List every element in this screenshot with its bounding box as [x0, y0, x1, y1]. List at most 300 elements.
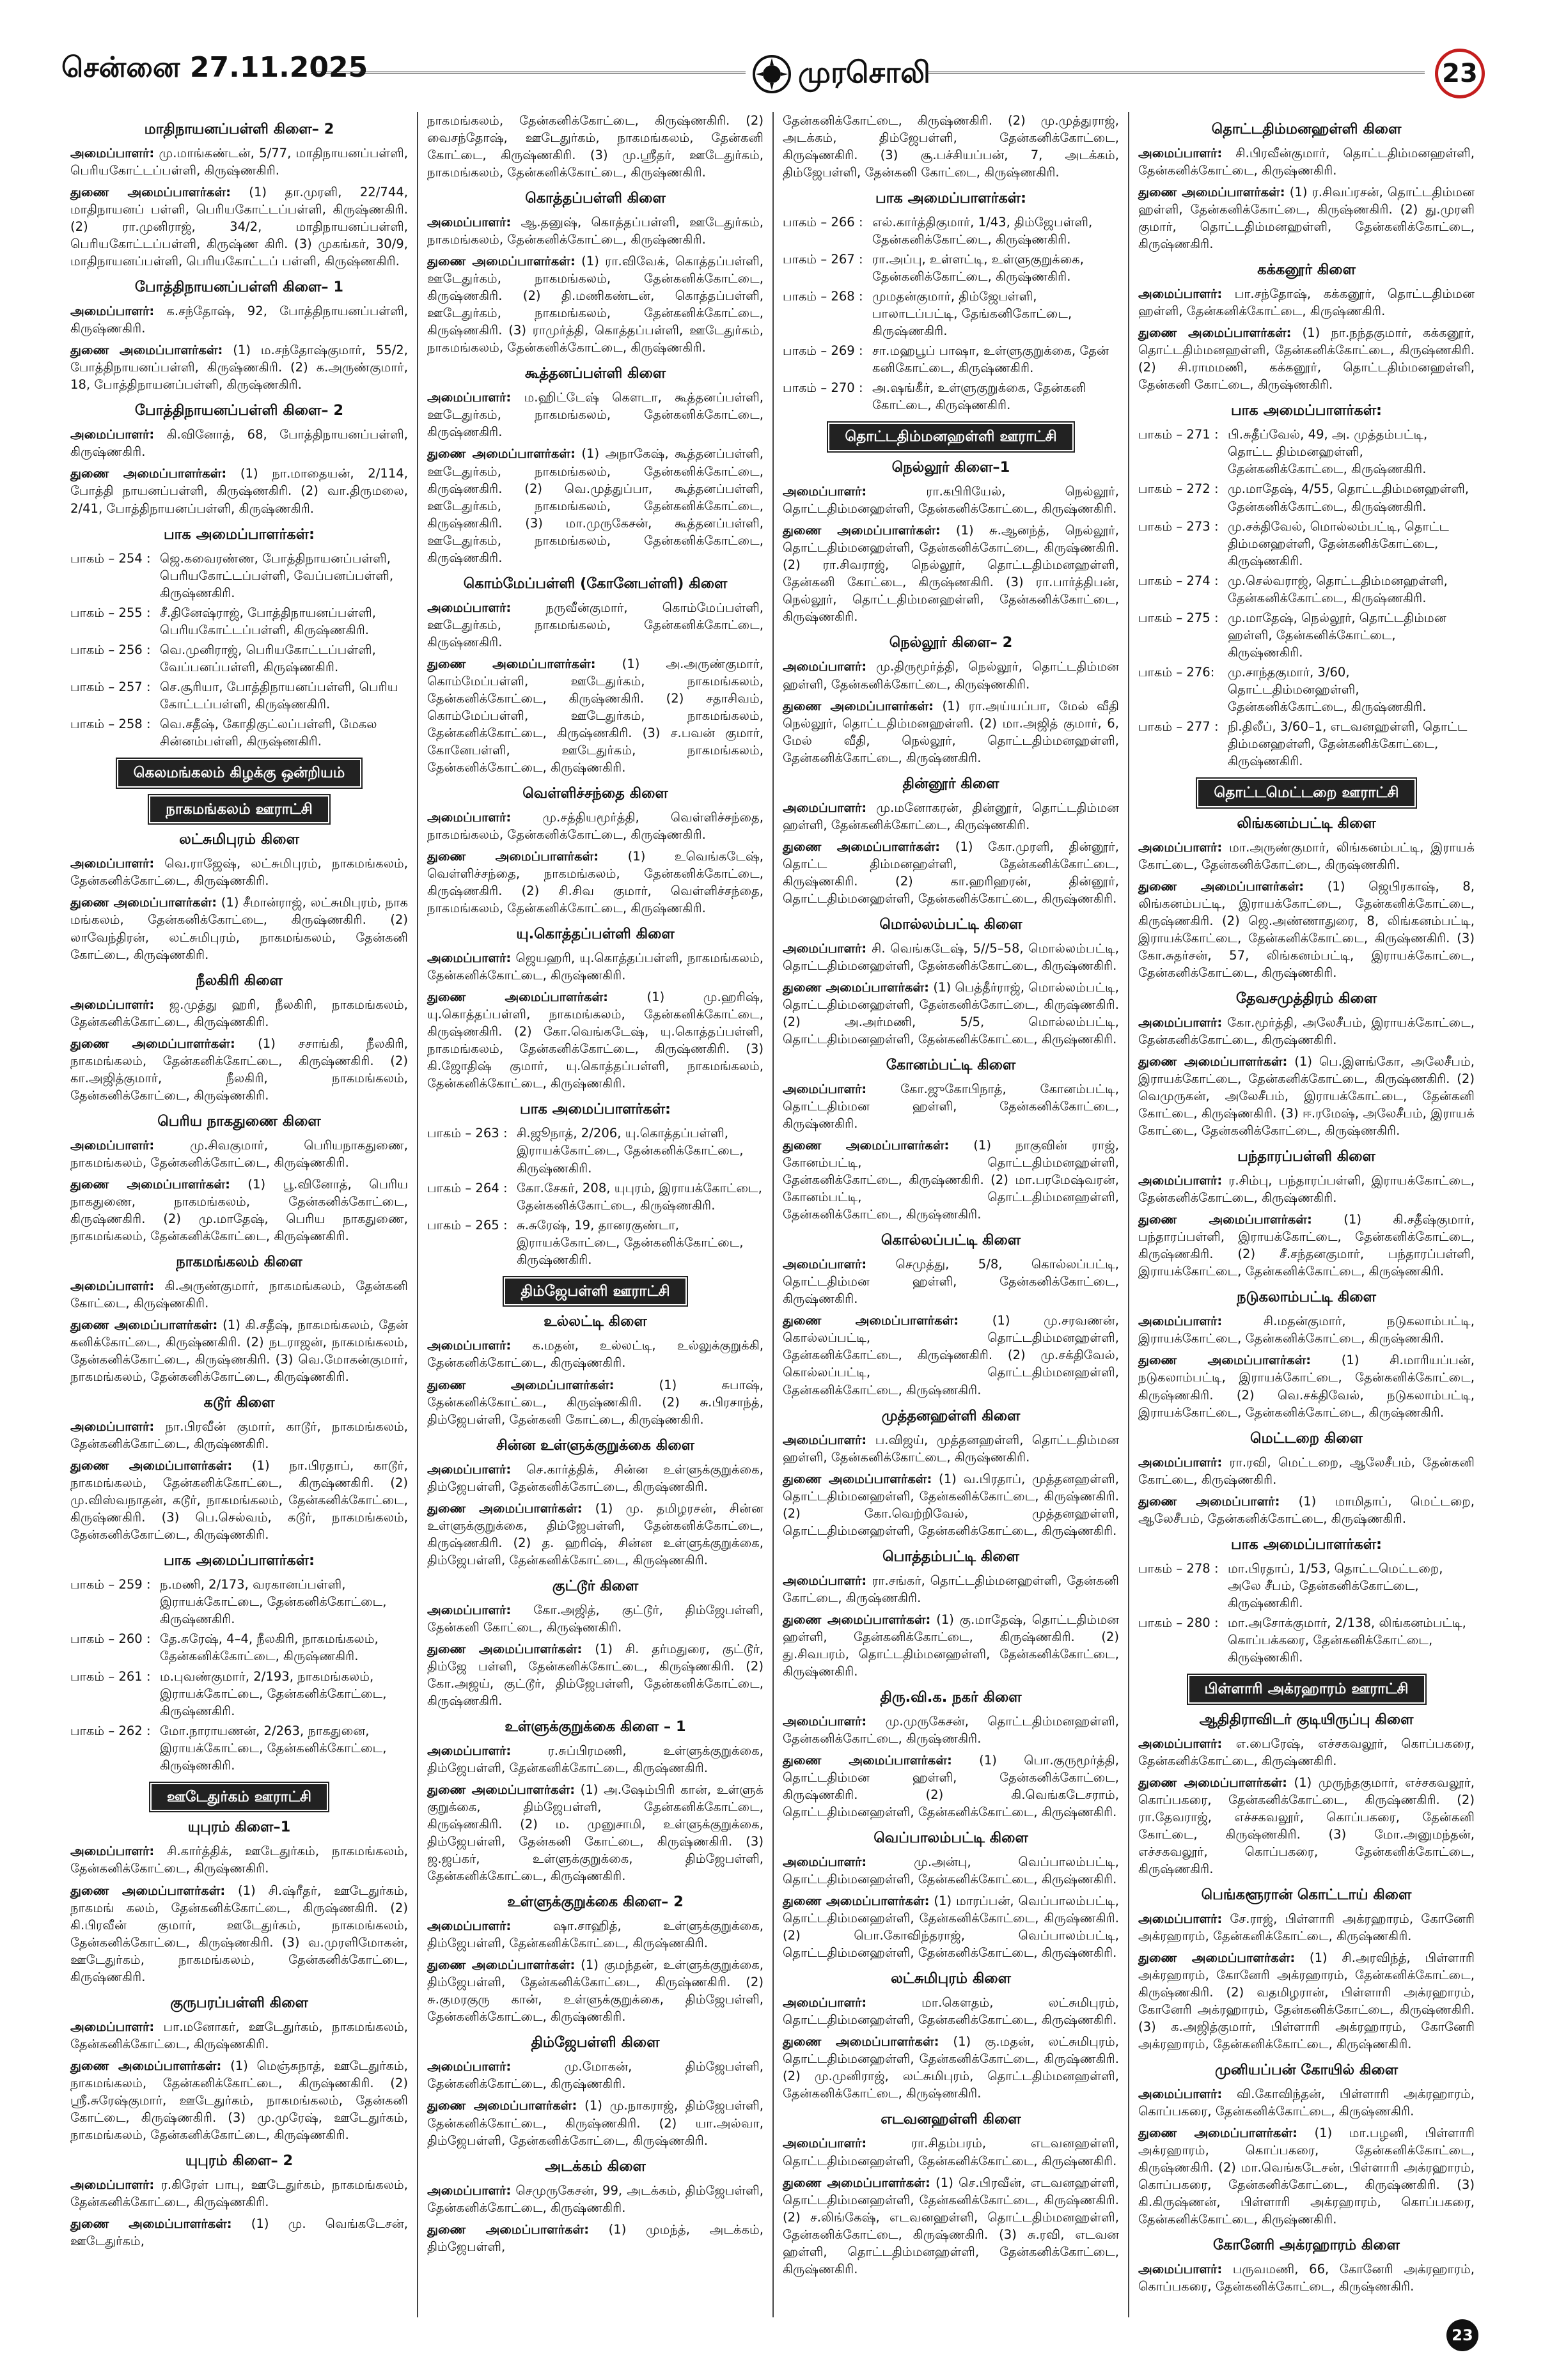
booth-row [70, 1668, 408, 1720]
role-label: அமைப்பாளர்: [427, 390, 512, 405]
entry-text: மு.முருகேசன், தொட்டதிம்மனஹள்ளி, தேன்கனிக்கோட்டை, கிருஷ்ணகிரி. [783, 1713, 1119, 1746]
booth-list [70, 550, 408, 750]
entry-paragraph [783, 1752, 1119, 1821]
entry-paragraph [70, 302, 408, 337]
section-heading: போத்திநாயனப்பள்ளி கிளை– 2 [134, 402, 344, 419]
entry-text: (1) ரா.அய்யப்பா, மேல் வீதி நெல்லூர், தொட்டதிம்மனஹள்ளி. (2) மா.அஜித் குமார், 6, மேல் வீதி, நெல்லூர், தொட்டதிம்மனஹள்ளி, தேன்கனிக்கோட்டை, கிருஷ்ணகிரி. [783, 698, 1119, 765]
booth-number: பாகம் – 264 : [427, 1180, 508, 1195]
entry-text: கோ.அஜித், குட்டூர், திம்ஜேபள்ளி, தேன்கனி கோட்டை, கிருஷ்ணகிரி. [427, 1602, 764, 1635]
entry-paragraph [783, 1312, 1119, 1398]
entry-text: (1) கி.சதீஷ், நாகமங்கலம், தேன் கனிக்கோட்டை, கிருஷ்ணகிரி. (2) நடராஜன், நாகமங்கலம், தேன்கனிக்கோட்டை, கிருஷ்ணகிரி. (3) வெ.மோகன்குமார், நாகமங்கலம், தேன்கனிக்கோட்டை, கிருஷ்ணகிரி. [70, 1318, 408, 1385]
role-label: துணை அமைப்பாளர்கள்: [1138, 1775, 1288, 1790]
entry-paragraph [1138, 324, 1475, 393]
entry-text: (1) சு.ஆனந்த், நெல்லூர், தொட்டதிம்மனஹள்ளி, தேன்கனிக்கோட்டை, கிருஷ்ணகிரி. (2) ரா.சிவராஜ், நெல்லூர், தொட்டதிம்மனஹள்ளி, தேன்கனி கோட்டை, கிருஷ்ணகிரி. (3) ரா.பார்த்திபன், நெல்லூர், தொட்டதிம்மனஹள்ளி, தேன்கனிக்கோட்டை, கிருஷ்ணகிரி. [783, 523, 1119, 625]
article-columns [61, 112, 1485, 2317]
entry-paragraph [783, 1611, 1119, 1680]
booth-number: பாகம் – 277 : [1138, 719, 1219, 734]
booth-number: பாகம் – 255 : [70, 605, 151, 620]
booth-row [1138, 572, 1475, 607]
booth-row [70, 604, 408, 639]
booth-agent: எல்.கார்த்திகுமார், 1/43, திம்ஜேபள்ளி, தேன்கனிக்கோட்டை, கிருஷ்ணகிரி. [872, 215, 1093, 247]
role-label: அமைப்பாளர்: [70, 2177, 155, 2192]
booth-number: பாகம் – 265 : [427, 1217, 508, 1233]
role-label: துணை அமைப்பாளர்கள்: [783, 1138, 950, 1153]
entry-text: மு.திருமூர்த்தி, நெல்லூர், தொட்டதிம்மன ஹள்ளி, தேன்கனிக்கோட்டை, கிருஷ்ணகிரி. [783, 659, 1119, 692]
role-label: அமைப்பாளர்: [427, 1602, 512, 1617]
entry-text: செமுருகேசன், 99, அடக்கம், திம்ஜேபள்ளி, தேன்கனிக்கோட்டை, கிருஷ்ணகிரி. [427, 2182, 764, 2215]
entry-paragraph [427, 2182, 764, 2216]
dateline: சென்னை 27.11.2025 [61, 51, 368, 84]
entry-text: (1) ஜெபிரகாஷ், 8, லிங்கனம்பட்டி, இராயக்கோட்டை, தேன்கனிக்கோட்டை, கிருஷ்ணகிரி. (2) ஜெ.அண்ணாதுரை, 8, லிங்கனம்பட்டி, இராயக்கோட்டை, தேன்கனிக்கோட்டை, கிருஷ்ணகிரி. (3) கோ.சுதர்சன், 57, லிங்கனம்பட்டி, இராயக்கோட்டை, தேன்கனிக்கோட்டை, கிருஷ்ணகிரி. [1138, 878, 1475, 980]
entry-paragraph [783, 1080, 1119, 1132]
entry-text: (1) தா.முரளி, 22/744, மாதிநாயனப் பள்ளி, பெரியகோட்டப்பள்ளி, கிருஷ்ணகிரி. (2) ரா.முனிராஜ், 34/2, மாதிநாயனப்பள்ளி, பெரியகோட்டப்பள்ளி, கிருஷ்ண கிரி. (3) முகங்கர், 30/9, மாதிநாயனப்பள்ளி, பெரியகோட்டப் பள்ளி, கிருஷ்ணகிரி. [70, 185, 408, 269]
role-label: துணை அமைப்பாளர்கள்: [783, 1752, 952, 1768]
role-label: அமைப்பாளர்: [1138, 286, 1223, 302]
booth-list [783, 214, 1119, 414]
entry-paragraph [1138, 2124, 1475, 2228]
entry-text: மு.மோகன், திம்ஜேபள்ளி, தேன்கனிக்கோட்டை, கிருஷ்ணகிரி. [427, 2059, 764, 2092]
section-heading: திம்ஜேபள்ளி கிளை [531, 2034, 660, 2051]
header-rule-right [926, 72, 1425, 77]
panchayat-banner: தொட்டதிம்மனஹள்ளி ஊராட்சி [829, 424, 1072, 450]
entry-paragraph [70, 144, 408, 179]
role-label: அமைப்பாளர்: [783, 659, 867, 674]
booth-row [783, 288, 1119, 339]
entry-text: ரா.சங்கர், தொட்டதிம்மனஹள்ளி, தேன்கனி கோட்டை, கிருஷ்ணகிரி. [783, 1573, 1119, 1605]
entry-text: (1) மு. வெங்கடேசன், ஊடேதுர்கம், [70, 2216, 408, 2248]
role-label: துணை அமைப்பாளர்கள்: [427, 656, 596, 671]
entry-paragraph [70, 2057, 408, 2143]
entry-paragraph [1138, 2085, 1475, 2120]
role-label: அமைப்பாளர்: [70, 856, 155, 871]
section-heading: அடக்கம் கிளை [545, 2158, 646, 2175]
role-label: அமைப்பாளர்: [427, 1461, 512, 1477]
role-label: அமைப்பாளர்: [70, 1844, 155, 1859]
entry-text: (1) மாரப்பன், வெப்பாலம்பட்டி, தொட்டதிம்மனஹள்ளி, தேன்கனிக்கோட்டை, கிருஷ்ணகிரி. (2) பொ.கோவிந்தராஜ், வெப்பாலம்பட்டி, தொட்டதிம்மனஹள்ளி, தேன்கனிக்கோட்டை, கிருஷ்ணகிரி. [783, 1894, 1119, 1961]
entry-paragraph [783, 2174, 1119, 2278]
entry-text: ஜெயஹரி, யு.கொத்தப்பள்ளி, நாகமங்கலம், தேன்கனிக்கோட்டை, கிருஷ்ணகிரி. [427, 951, 764, 983]
newspaper-name: முரசொலி [798, 54, 930, 89]
booth-row [1138, 518, 1475, 570]
entry-text: க.மதன், உல்லட்டி, உல்லுக்குறுக்கி, தேன்கனிக்கோட்டை, கிருஷ்ணகிரி. [427, 1338, 764, 1371]
role-label: அமைப்பாளர்: [1138, 1015, 1223, 1030]
role-label: அமைப்பாளர்: [783, 1257, 867, 1272]
booth-row [70, 641, 408, 676]
booth-row [427, 1217, 764, 1268]
entry-paragraph [427, 655, 764, 776]
booth-row [1138, 426, 1475, 478]
entry-paragraph [427, 445, 764, 566]
booth-number: பாகம் – 263 : [427, 1126, 508, 1141]
entry-paragraph [427, 949, 764, 984]
entry-paragraph [427, 1917, 764, 1952]
entry-paragraph [70, 1842, 408, 1877]
booth-agent: சா.மஹபூப் பாஷா, உள்ளுகுறுக்கை, தேன் கனிகோட்டை, கிருஷ்ணகிரி. [872, 343, 1109, 376]
booth-number: பாகம் – 266 : [783, 215, 863, 230]
booth-agent: மு.மாதேஷ், 4/55, தொட்டதிம்மனஹள்ளி, தேன்கனிக்கோட்டை, கிருஷ்ணகிரி. [1228, 481, 1469, 514]
entry-text: (1) மு.சரவணன், கொல்லப்பட்டி, தொட்டதிம்மனஹள்ளி, தேன்கனிக்கோட்டை, கிருஷ்ணகிரி. (2) மு.சக்திவேல், கொல்லப்பட்டி, தொட்டதிம்மனஹள்ளி, தேன்கனிக்கோட்டை, கிருஷ்ணகிரி. [783, 1313, 1119, 1397]
entry-text: மு.மாங்கண்டன், 5/77, மாதிநாயனப்பள்ளி, பெரியகோட்டப்பள்ளி, கிருஷ்ணகிரி. [70, 146, 408, 178]
booth-number: பாகம் – 260 : [70, 1631, 151, 1647]
entry-paragraph [70, 996, 408, 1031]
role-label: அமைப்பாளர்: [427, 951, 512, 966]
role-label: துணை அமைப்பாளர்கள்: [783, 979, 929, 995]
entry-paragraph [70, 1418, 408, 1452]
role-label: அமைப்பாளர்: [70, 427, 155, 442]
booth-number: பாகம் – 269 : [783, 343, 863, 359]
role-label: அமைப்பாளர்: [1138, 2262, 1223, 2277]
entry-text: (1) குமந்தன், உள்ளுக்குறுக்கை, திம்ஜேபள்ளி, தேன்கனிக்கோட்டை, கிருஷ்ணகிரி. (2) சு.குமரகுரு கான், உள்ளுக்குறுக்கை, திம்ஜேபள்ளி, தேன்கனிக்கோட்டை, கிருஷ்ணகிரி. [427, 1957, 764, 2025]
entry-paragraph [783, 1256, 1119, 1307]
entry-paragraph [70, 1882, 408, 1986]
role-label: அமைப்பாளர்: [783, 484, 867, 499]
entry-text: (1) சி.அரவிந்த், பிள்ளாரி அக்ரஹாரம், கோனேரி அக்ரஹாரம், தேன்கனிக்கோட்டை, கிருஷ்ணகிரி. (2) வதமிழரான், பிள்ளாரி அக்ரஹாரம், கோனேரி அக்ரஹாரம், தேன்கனிக்கோட்டை, கிருஷ்ணகிரி. (3) க.அஜித்குமார், பிள்ளாரி அக்ரஹாரம், கோனேரி அக்ரஹாரம், தேன்கனிக்கோட்டை, கிருஷ்ணகிரி. [1138, 1950, 1475, 2052]
entry-text: (1) கி.சதீஷ்குமார், பந்தாரப்பள்ளி, இராயக்கோட்டை, தேன்கனிக்கோட்டை, கிருஷ்ணகிரி. (2) சீ.சந்தனகுமார், பந்தாரப்பள்ளி, இராயக்கோட்டை, தேன்கனிக்கோட்டை, கிருஷ்ணகிரி. [1138, 1212, 1475, 1279]
entry-text: ர.சிம்பு, பந்தாரப்பள்ளி, இராயக்கோட்டை, தேன்கனிக்கோட்டை, கிருஷ்ணகிரி. [1138, 1173, 1475, 1206]
section-heading: கூத்தனப்பள்ளி கிளை [524, 365, 666, 382]
entry-paragraph [427, 809, 764, 843]
section-heading: உல்லட்டி கிளை [544, 1313, 647, 1330]
booth-agent: ரா.அப்பு, உள்ளட்டி, உள்ளுகுறுக்கை, தேன்கனிக்கோட்டை, கிருஷ்ணகிரி. [872, 252, 1085, 284]
role-label: துணை அமைப்பாளர்கள்: [1138, 185, 1285, 200]
entry-paragraph [1138, 1774, 1475, 1878]
booth-agent: மு.சக்திவேல், மொல்லம்பட்டி, தொட்ட திம்மனஹள்ளி, தேன்கனிக்கோட்டை, கிருஷ்ணகிரி. [1228, 518, 1450, 568]
role-label: அமைப்பாளர்: [70, 146, 155, 160]
entry-text: ரா.ரவி, மெட்டறை, ஆலேசீபம், தேன்கனி கோட்டை, கிருஷ்ணகிரி. [1138, 1454, 1475, 1487]
booth-agent: மா.பிரதாப், 1/53, தொட்டமெட்டறை, அலே சீபம், தேன்கனிக்கோட்டை, கிருஷ்ணகிரி. [1228, 1560, 1443, 1610]
role-label: அமைப்பாளர்: [783, 1995, 867, 2011]
entry-paragraph [427, 1640, 764, 1709]
booth-row [1138, 480, 1475, 515]
entry-paragraph [1138, 1351, 1475, 1420]
footer-page-number: 23 [1446, 2319, 1478, 2351]
section-heading: லிங்கனம்பட்டி கிளை [1237, 814, 1376, 832]
entry-paragraph [427, 1742, 764, 1777]
role-label: துணை அமைப்பாளர்கள்: [783, 1612, 931, 1627]
entry-paragraph [70, 2176, 408, 2211]
section-heading: யு.கொத்தப்பள்ளி கிளை [516, 926, 675, 943]
booth-agent: மு.சாந்தகுமார், 3/60, தொட்டதிம்மனஹள்ளி, தேன்கனிக்கோட்டை, கிருஷ்ணகிரி. [1228, 664, 1427, 714]
role-label: துணை அமைப்பாளர்கள்: [70, 343, 223, 358]
entry-paragraph [783, 658, 1119, 692]
entry-text: ஷா.சாஹித், உள்ளுக்குறுக்கை, திம்ஜேபள்ளி, தேன்கனிக்கோட்டை, கிருஷ்ணகிரி. [427, 1918, 764, 1951]
entry-text: (1) பூ.வினோத், பெரிய நாகதுணை, நாகமங்கலம், தேன்கனிக்கோட்டை, கிருஷ்ணகிரி. (2) மு.மாதேஷ், பெரிய நாகதுணை, நாகமங்கலம், தேன்கனிக்கோட்டை, கிருஷ்ணகிரி. [70, 1176, 408, 1243]
role-label: அமைப்பாளர்: [1138, 1454, 1223, 1470]
entry-text: ப.விஜய், முத்தனஹள்ளி, தொட்டதிம்மன ஹள்ளி, தேன்கனிக்கோட்டை, கிருஷ்ணகிரி. [783, 1432, 1119, 1465]
booth-row [427, 1179, 764, 1214]
booth-list [1138, 1560, 1475, 1666]
entry-text: (1) அ.அருண்குமார், கொம்மேப்பள்ளி, ஊடேதுர்கம், நாகமங்கலம், தேன்கனிக்கோட்டை, கிருஷ்ணகிரி. (2) சதாசிவம், கொம்மேப்பள்ளி, ஊடேதுர்கம், நாகமங்கலம், தேன்கனிக்கோட்டை, கிருஷ்ணகிரி. (3) ச.பவன் குமார், கோனேபள்ளி, ஊடேதுர்கம், நாகமங்கலம், தேன்கனிக்கோட்டை, கிருஷ்ணகிரி. [427, 656, 764, 775]
entry-text: (1) நாகுவின் ராஜ், கோனம்பட்டி, தொட்டதிம்மனஹள்ளி, தேன்கனிக்கோட்டை, கிருஷ்ணகிரி. (2) மா.பரமேஷ்வரன், கோனம்பட்டி, தொட்டதிம்மனஹள்ளி, தேன்கனிக்கோட்டை, கிருஷ்ணகிரி. [783, 1138, 1119, 1222]
role-label: துணை அமைப்பாளர்கள்: [783, 1313, 959, 1328]
entry-paragraph [70, 1457, 408, 1543]
entry-text: (1) ர.சிவப்ரசன், தொட்டதிம்மன ஹள்ளி, தேன்கனிக்கோட்டை, கிருஷ்ணகிரி. (2) து.முரளி குமார், தொட்டதிம்மனஹள்ளி, தேன்கனிக்கோட்டை, கிருஷ்ணகிரி. [1138, 185, 1475, 252]
role-label: அமைப்பாளர்: [70, 1278, 155, 1293]
entry-text: (1) உவெங்கடேஷ், வெள்ளிச்சந்தை, நாகமங்கலம், தேன்கனிக்கோட்டை, கிருஷ்ணகிரி. (2) சி.சிவ குமார், வெள்ளிச்சந்தை, நாகமங்கலம், தேன்கனிக்கோட்டை, கிருஷ்ணகிரி. [427, 849, 764, 916]
entry-paragraph [783, 2135, 1119, 2169]
role-label: துணை அமைப்பாளர்கள்: [783, 698, 934, 713]
booth-agent: வெ.சதீஷ், கோதிகுட்லப்பள்ளி, மேகல சின்னம்பள்ளி, கிருஷ்ணகிரி. [160, 716, 377, 749]
booth-row [70, 550, 408, 602]
role-label: அமைப்பாளர்: [427, 215, 512, 230]
entry-text: (1) கு.மாதேஷ், தொட்டதிம்மன ஹள்ளி, தேன்கனிக்கோட்டை, கிருஷ்ணகிரி. (2) து.சிவபரம், தொட்டதிம்மனஹள்ளி, தேன்கனிக்கோட்டை, கிருஷ்ணகிரி. [783, 1612, 1119, 1679]
page-number-badge: 23 [1435, 49, 1485, 98]
entry-text: (1) அநாகேஷ், கூத்தனப்பள்ளி, ஊடேதுர்கம், நாகமங்கலம், தேன்கனிக்கோட்டை, கிருஷ்ணகிரி. (2) வெ.முத்துப்பா, கூத்தனப்பள்ளி, ஊடேதுர்கம், நாகமங்கலம், தேன்கனிக்கோட்டை, கிருஷ்ணகிரி. (3) மா.முருகேசன், கூத்தனப்பள்ளி, ஊடேதுர்கம், நாகமங்கலம், தேன்கனிக்கோட்டை, கிருஷ்ணகிரி. [427, 446, 764, 565]
role-label: துணை அமைப்பாளர்கள்: [427, 1957, 576, 1973]
role-label: துணை அமைப்பாளர்கள்: [1138, 1353, 1312, 1368]
role-label: துணை அமைப்பாளர்கள்: [783, 2175, 930, 2190]
entry-paragraph [427, 1601, 764, 1636]
entry-text: (1) மா.பழனி, பிள்ளாரி அக்ரஹாரம், கொப்பகரை, தேன்கனிக்கோட்டை, கிருஷ்ணகிரி. (2) மா.வெங்கடேசன், பிள்ளாரி அக்ரஹாரம், கொப்பகரை, தேன்கனிக்கோட்டை, கிருஷ்ணகிரி. (3) கி.கிருஷ்ணன், பிள்ளாரி அக்ரஹாரம், கொப்பகரை, தேன்கனிக்கோட்டை, கிருஷ்ணகிரி. [1138, 2126, 1475, 2227]
section-heading: நெல்லூர் கிளை–1 [891, 459, 1010, 476]
entry-paragraph [427, 2097, 764, 2149]
entry-text: சே.ராஜ், பிள்ளாரி அக்ரஹாரம், கோனேரி அக்ரஹாரம், தேன்கனிக்கோட்டை, கிருஷ்ணகிரி. [1138, 1911, 1475, 1943]
entry-paragraph [783, 979, 1119, 1048]
section-heading: போத்திநாயனப்பள்ளி கிளை– 1 [134, 279, 344, 296]
entry-paragraph [783, 1572, 1119, 1606]
section-heading: கொம்மேப்பள்ளி (கோனேபள்ளி) கிளை [463, 575, 728, 592]
entry-paragraph [783, 112, 1119, 181]
role-label: அமைப்பாளர்: [1138, 1173, 1223, 1188]
role-label: துணை அமைப்பாளர்கள்: [70, 1318, 218, 1332]
role-label: துணை அமைப்பாளர்கள்: [70, 185, 231, 200]
section-heading: பாக அமைப்பாளர்கள்: [163, 1552, 315, 1569]
section-heading: பெரிய நாகதுணை கிளை [157, 1112, 321, 1130]
role-label: அமைப்பாளர்: [427, 1918, 512, 1934]
entry-paragraph [427, 1376, 764, 1428]
entry-text: செ.கார்த்திக், சின்ன உள்ளுக்குறுக்கை, திம்ஜேபள்ளி, தேன்கனிக்கோட்டை, கிருஷ்ணகிரி. [427, 1461, 764, 1494]
section-heading: நீலகிரி கிளை [196, 972, 283, 989]
booth-row [783, 251, 1119, 285]
section-heading: யுபுரம் கிளை– 2 [185, 2152, 294, 2169]
entry-paragraph [427, 1500, 764, 1569]
booth-number: பாகம் – 276: [1138, 664, 1215, 680]
booth-agent: மு.மாதேஷ், நெல்லூர், தொட்டதிம்மன ஹள்ளி, தேன்கனிக்கோட்டை, கிருஷ்ணகிரி. [1228, 610, 1446, 660]
entry-text: மா.அருண்குமார், லிங்கனம்பட்டி, இராயக் கோட்டை, தேன்கனிக்கோட்டை, கிருஷ்ணகிரி. [1138, 839, 1475, 872]
header-rule-left [311, 72, 746, 77]
entry-paragraph [427, 112, 764, 181]
section-heading: பொத்தம்பட்டி கிளை [882, 1548, 1019, 1565]
entry-paragraph [1138, 1053, 1475, 1139]
entry-paragraph [427, 1461, 764, 1495]
panchayat-banner: ஊடேதுர்கம் ஊராட்சி [152, 1784, 327, 1810]
role-label: துணை அமைப்பாளர்கள்: [427, 1782, 576, 1798]
entry-paragraph [783, 2033, 1119, 2102]
role-label: அமைப்பாளர்: [783, 1082, 867, 1097]
booth-row [70, 678, 408, 713]
booth-agent: வெ.முனிராஜ், பெரியகோட்டப்பள்ளி, வேப்பனப்பள்ளி, கிருஷ்ணகிரி. [160, 642, 376, 674]
entry-paragraph [70, 426, 408, 460]
section-heading: யுபுரம் கிளை–1 [187, 1819, 291, 1836]
entry-paragraph [1138, 1454, 1475, 1488]
booth-number: பாகம் – 256 : [70, 642, 151, 657]
entry-paragraph [1138, 1211, 1475, 1280]
entry-paragraph [427, 389, 764, 440]
booth-row [427, 1124, 764, 1176]
booth-number: பாகம் – 272 : [1138, 481, 1219, 497]
role-label: துணை அமைப்பாளர்கள்: [427, 1641, 583, 1656]
entry-paragraph [70, 465, 408, 517]
entry-paragraph [70, 1277, 408, 1312]
entry-text: க.சந்தோஷ், 92, போத்திநாயனப்பள்ளி, கிருஷ்ணகிரி. [70, 304, 408, 336]
booth-agent: மோ.நாராயணன், 2/263, நாகதுனை, இராயக்கோட்டை, தேன்கனிக்கோட்டை, கிருஷ்ணகிரி. [160, 1723, 387, 1773]
role-label: துணை அமைப்பாளர்கள்: [70, 1176, 230, 1192]
entry-text: சி.பிரவீன்குமார், தொட்டதிம்மனஹள்ளி, தேன்கனிக்கோட்டை, கிருஷ்ணகிரி. [1138, 146, 1475, 178]
booth-row [783, 214, 1119, 248]
entry-text: (1) அ.ஷேம்பிரி கான், உள்ளுக் குறுக்கை, திம்ஜேபள்ளி, தேன்கனிக்கோட்டை, கிருஷ்ணகிரி. (2) ம. முனுசாமி, உள்ளுக்குறுக்கை, திம்ஜேபள்ளி, தேன்கனி கோட்டை, கிருஷ்ணகிரி. (3) ஜ.ஜப்கர், உள்ளுக்குறுக்கை, திம்ஜேபள்ளி, தேன்கனிக்கோட்டை, கிருஷ்ணகிரி. [427, 1782, 764, 1884]
section-heading: தேவசமுத்திரம் கிளை [1235, 990, 1377, 1007]
booth-number: பாகம் – 257 : [70, 679, 151, 694]
booth-agent: ஜெ.கவைரண்ண, போத்திநாயனப்பள்ளி, பெரியகோட்டப்பள்ளி, வேப்பனப்பள்ளி, கிருஷ்ணகிரி. [160, 550, 394, 600]
entry-text: (1) சீமான்ராஜ், லட்சுமிபுரம், நாக மங்கலம், தேன்கனிக்கோட்டை, கிருஷ்ணகிரி. (2) லாவேந்திரன், லட்சுமிபுரம், நாகமங்கலம், தேன்கனி கோட்டை, கிருஷ்ணகிரி. [70, 895, 409, 962]
entry-paragraph [1138, 878, 1475, 981]
role-label: துணை அமைப்பாளர்கள்: [70, 2216, 232, 2231]
entry-text: ரா.சிதம்பரம், எடவனஹள்ளி, தொட்டதிம்மனஹள்ளி, தேன்கனிக்கோட்டை, கிருஷ்ணகிரி. [783, 2136, 1119, 2168]
role-label: துணை அமைப்பாளர்கள்: [427, 446, 576, 462]
section-heading: பாக அமைப்பாளர்கள்: [875, 190, 1027, 207]
role-label: அமைப்பாளர்: [783, 940, 867, 956]
role-label: துணை அமைப்பாளர்கள்: [70, 1458, 233, 1474]
panchayat-banner: தொட்டமெட்டறை ஊராட்சி [1198, 780, 1414, 806]
entry-text: பா.சந்தோஷ், கக்கனூர், தொட்டதிம்மன ஹள்ளி, தேன்கனிக்கோட்டை, கிருஷ்ணகிரி. [1138, 286, 1475, 319]
entry-paragraph [783, 1853, 1119, 1888]
entry-text: (1) ம.சந்தோஷ்குமார், 55/2, போத்திநாயனப்பள்ளி, கிருஷ்ணகிரி. (2) க.அருண்குமார், 18, போத்திநாயனப்பள்ளி, கிருஷ்ணகிரி. [70, 343, 408, 393]
booth-agent: அ.ஷங்கீர், உள்ளுகுறுக்கை, தேன்கனி கோட்டை, கிருஷ்ணகிரி. [872, 380, 1086, 413]
entry-paragraph [783, 1892, 1119, 1961]
booth-agent: சீ.தினேஷ்ராஜ், போத்திநாயனப்பள்ளி, பெரியகோட்டப்பள்ளி, கிருஷ்ணகிரி. [160, 605, 377, 637]
panchayat-banner: திம்ஜேபள்ளி ஊராட்சி [505, 1279, 685, 1305]
entry-text: (1) கோ.முரளி, தின்னூர், தொட்ட திம்மனஹள்ளி, தேன்கனிக்கோட்டை, கிருஷ்ணகிரி. (2) கா.ஹரிஹரன், தின்னூர், தொட்டதிம்மனஹள்ளி, தேன்கனிக்கோட்டை, கிருஷ்ணகிரி. [783, 839, 1119, 906]
booth-agent: கோ.சேகர், 208, யுபுரம், இராயக்கோட்டை, தேன்கனிக்கோட்டை, கிருஷ்ணகிரி. [517, 1180, 762, 1213]
section-heading: திரு.வி.க. நகர் கிளை [880, 1688, 1022, 1706]
section-heading: நெல்லூர் கிளை– 2 [889, 634, 1013, 651]
entry-paragraph [70, 183, 408, 270]
booth-number: பாகம் – 259 : [70, 1577, 151, 1592]
section-heading: கொத்தப்பள்ளி கிளை [525, 190, 666, 207]
entry-paragraph [427, 1956, 764, 2025]
role-label: அமைப்பாளர்: [783, 1432, 867, 1447]
panchayat-banner: பிள்ளாரி அக்ரஹாரம் ஊராட்சி [1189, 1676, 1424, 1702]
booth-row [70, 1630, 408, 1665]
section-heading: கக்கனூர் கிளை [1257, 261, 1356, 279]
entry-paragraph [427, 988, 764, 1092]
role-label: அமைப்பாளர்: [427, 2182, 512, 2198]
entry-text: (1) முமந்த், அடக்கம், திம்ஜேபள்ளி, [427, 2221, 764, 2254]
role-label: அமைப்பாளர்: [70, 304, 155, 319]
column-4 [1128, 112, 1484, 2317]
section-heading: தின்னூர் கிளை [902, 775, 999, 792]
entry-paragraph [1138, 183, 1475, 253]
booth-number: பாகம் – 270 : [783, 380, 863, 396]
booth-number: பாகம் – 278 : [1138, 1560, 1219, 1576]
booth-row [1138, 1560, 1475, 1612]
role-label: துணை அமைப்பாளர்கள்: [427, 1377, 615, 1392]
entry-paragraph [427, 1337, 764, 1371]
entry-text: (1) மு. தமிழரசன், சின்ன உள்ளுக்குறுக்கை, திம்ஜேபள்ளி, தேன்கனிக்கோட்டை, கிருஷ்ணகிரி. (2) த. ஹரிஷ், சின்ன உள்ளுக்குறுக்கை, திம்ஜேபள்ளி, தேன்கனிக்கோட்டை, கிருஷ்ணகிரி. [427, 1500, 764, 1567]
section-heading: நாகமங்கலம் கிளை [176, 1253, 302, 1270]
role-label: துணை அமைப்பாளர்கள்: [1138, 325, 1292, 341]
column-3 [772, 112, 1128, 2317]
entry-text: (1) மு.நாகராஜ், திம்ஜேபள்ளி, தேன்கனிக்கோட்டை, கிருஷ்ணகிரி. (2) யா.அல்வா, திம்ஜேபள்ளி, தேன்கனிக்கோட்டை, கிருஷ்ணகிரி. [427, 2098, 764, 2148]
entry-paragraph [70, 2018, 408, 2053]
entry-paragraph [1138, 1312, 1475, 1347]
entry-paragraph [783, 1137, 1119, 1223]
entry-text: (1) நா.பிரதாப், காடூர், நாகமங்கலம், தேன்கனிக்கோட்டை, கிருஷ்ணகிரி. (2) மு.விஸ்வநாதன், கடூர், நாகமங்கலம், தேன்கனிக்கோட்டை, கிருஷ்ணகிரி. (3) பெ.செல்வம், கடூர், நாகமங்கலம், தேன்கனிக்கோட்டை, கிருஷ்ணகிரி. [70, 1458, 408, 1543]
section-heading: லட்சுமிபுரம் கிளை [179, 831, 299, 848]
entry-text: (1) பொ.குருமூர்த்தி, தொட்டதிம்மன ஹள்ளி, தேன்கனிக்கோட்டை, கிருஷ்ணகிரி. (2) கி.வெங்கடேசராம், தொட்டதிம்மனஹள்ளி, தேன்கனிக்கோட்டை, கிருஷ்ணகிரி. [783, 1752, 1119, 1820]
role-label: அமைப்பாளர்: [783, 800, 867, 815]
entry-paragraph [783, 483, 1119, 517]
entry-paragraph [70, 1176, 408, 1245]
role-label: அமைப்பாளர்: [1138, 839, 1223, 855]
section-heading: நடுகலாம்பட்டி கிளை [1237, 1289, 1376, 1306]
booth-row [70, 1576, 408, 1628]
entry-text: (1) மெஞ்சுநாத், ஊடேதுர்கம், நாகமங்கலம், தேன்கனிக்கோட்டை, கிருஷ்ணகிரி. (2) ஸ்ரீ.சுரேஷ்குமார், ஊடேதுர்கம், நாகமங்கலம், தேன்கனி கோட்டை, கிருஷ்ணகிரி. (3) மு.முரேஷ், ஊடேதுர்கம், நாகமங்கலம், தேன்கனிக்கோட்டை, கிருஷ்ணகிரி. [70, 2058, 408, 2142]
booth-number: பாகம் – 262 : [70, 1723, 151, 1738]
entry-text: கோ.ஜுகோபிநாத், கோனம்பட்டி, தொட்டதிம்மன ஹள்ளி, தேன்கனிக்கோட்டை, கிருஷ்ணகிரி. [783, 1082, 1119, 1132]
entry-text: ரா.கபிரியேல், நெல்லூர், தொட்டதிம்மனஹள்ளி, தேன்கனிக்கோட்டை, கிருஷ்ணகிரி. [783, 484, 1119, 517]
role-label: அமைப்பாளர்: [783, 2136, 867, 2151]
entry-paragraph [70, 855, 408, 889]
role-label: அமைப்பாளர்: [70, 1137, 155, 1153]
entry-text: (1) கு.மதன், லட்சுமிபுரம், தொட்டதிம்மனஹள்ளி, தேன்கனிக்கோட்டை, கிருஷ்ணகிரி. (2) மு.முனிராஜ், லட்சுமிபுரம், தொட்டதிம்மனஹள்ளி, தேன்கனிக்கோட்டை, கிருஷ்ணகிரி. [783, 2034, 1119, 2101]
role-label: துணை அமைப்பாளர்கள்: [70, 895, 217, 910]
role-label: துணை அமைப்பாளர்கள்: [427, 849, 599, 864]
entry-text: நா.பிரவீன் குமார், காடூர், நாகமங்கலம், தேன்கனிக்கோட்டை, கிருஷ்ணகிரி. [70, 1419, 408, 1452]
entry-text: கி.வினோத், 68, போத்திநாயனப்பள்ளி, கிருஷ்ணகிரி. [70, 427, 408, 460]
booth-row [1138, 609, 1475, 661]
booth-number: பாகம் – 275 : [1138, 610, 1219, 625]
section-heading: கோனம்பட்டி கிளை [886, 1057, 1016, 1074]
booth-agent: மா.அசோக்குமார், 2/138, லிங்கனம்பட்டி, கொப்பக்கரை, தேன்கனிக்கோட்டை, கிருஷ்ணகிரி. [1228, 1615, 1466, 1665]
entry-paragraph [1138, 1172, 1475, 1206]
section-heading: முனியப்பன் கோயில் கிளை [1214, 2062, 1398, 2079]
entry-text: பா.மனோகர், ஊடேதுர்கம், நாகமங்கலம், தேன்கனிக்கோட்டை, கிருஷ்ணகிரி. [70, 2019, 408, 2051]
entry-text: ர.சுப்பிரமணி, உள்ளுக்குறுக்கை, திம்ஜேபள்ளி, தேன்கனிக்கோட்டை, கிருஷ்ணகிரி. [427, 1743, 764, 1775]
booth-row [1138, 1614, 1475, 1666]
role-label: துணை அமைப்பாளர்கள்: [427, 2221, 590, 2237]
entry-paragraph [1138, 144, 1475, 179]
entry-paragraph [70, 1035, 408, 1104]
entry-text: மு.சிவகுமார், பெரியநாகதுணை, நாகமங்கலம், தேன்கனிக்கோட்டை, கிருஷ்ணகிரி. [70, 1137, 408, 1170]
entry-text: சி.கார்த்திக், ஊடேதுர்கம், நாகமங்கலம், தேன்கனிக்கோட்டை, கிருஷ்ணகிரி. [70, 1844, 408, 1876]
entry-text: ர.கிரேள் பாபு, ஊடேதுர்கம், நாகமங்கலம், தேன்கனிக்கோட்டை, கிருஷ்ணகிரி. [70, 2177, 408, 2209]
role-label: துணை அமைப்பாளர்கள்: [783, 523, 941, 538]
role-label: அமைப்பாளர்: [1138, 1314, 1223, 1329]
role-label: அமைப்பாளர்: [70, 1419, 155, 1435]
role-label: துணை அமைப்பாளர்கள்: [1138, 1212, 1312, 1227]
role-label: அமைப்பாளர்: [1138, 1736, 1223, 1751]
entry-paragraph [1138, 285, 1475, 320]
page-header [61, 49, 1485, 101]
section-heading: லட்சுமிபுரம் கிளை [891, 1970, 1011, 1987]
section-heading: மெட்டறை கிளை [1250, 1429, 1363, 1447]
role-label: அமைப்பாளர்: [427, 810, 512, 825]
entry-paragraph [70, 894, 408, 963]
booth-number: பாகம் – 274 : [1138, 573, 1219, 588]
entry-text: (1) சி.மாரியப்பன், நடுகலாம்பட்டி, இராயக்கோட்டை, தேன்கனிக்கோட்டை, கிருஷ்ணகிரி. (2) வெ.சக்திவேல், நடுகலாம்பட்டி, இராயக்கோட்டை, தேன்கனிக்கோட்டை, கிருஷ்ணகிரி. [1138, 1353, 1475, 1420]
role-label: அமைப்பாளர்: [783, 1855, 867, 1870]
role-label: அமைப்பாளர்: [1138, 1911, 1223, 1926]
booth-agent: நி.திலீப், 3/60–1, எடவனஹள்ளி, தொட்ட திம்மனஹள்ளி, தேன்கனிக்கோட்டை, கிருஷ்ணகிரி. [1228, 719, 1468, 768]
entry-paragraph [783, 1994, 1119, 2028]
role-label: அமைப்பாளர்: [783, 1713, 867, 1729]
panchayat-banner: கெலமங்கலம் கிழக்கு ஒன்றியம் [118, 760, 361, 786]
role-label: அமைப்பாளர்: [427, 1338, 512, 1353]
booth-agent: சி.ஜூநாத், 2/206, யு.கொத்தப்பள்ளி, இராயக்கோட்டை, தேன்கனிக்கோட்டை, கிருஷ்ணகிரி. [517, 1126, 744, 1176]
entry-paragraph [70, 341, 408, 393]
booth-number: பாகம் – 268 : [783, 289, 863, 304]
